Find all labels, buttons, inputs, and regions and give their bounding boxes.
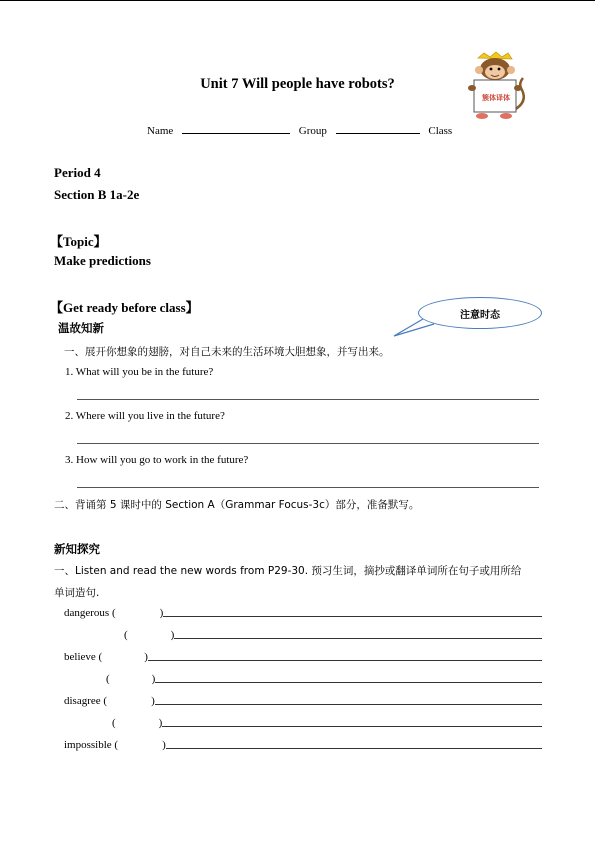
get-ready-heading: 【Get ready before class】 [50,300,199,315]
sentence-line[interactable] [163,615,542,617]
group-label: Group [298,125,327,137]
new-knowledge-heading: 新知探究 [54,542,100,556]
name-label: Name [147,125,174,137]
question-2: 2. Where will you live in the future? [65,410,225,422]
sentence-line[interactable] [162,725,542,727]
answer-line-2[interactable] [77,443,539,444]
worksheet-title: Unit 7 Will people have robots? [200,76,395,92]
word-label: disagree ( [64,695,108,707]
period-label: Period 4 [54,165,101,180]
word-row [64,651,542,663]
word-row [124,629,542,641]
word-row [112,717,542,729]
word-label: dangerous ( [64,607,116,619]
review-heading: 温故知新 [58,321,104,335]
word-paren-close: ) [151,695,155,707]
sentence-line[interactable] [155,681,542,683]
top-border-rule [0,0,595,1]
word-paren-close: ) [170,629,175,641]
topic-heading: 【Topic】 [50,234,107,249]
sentence-line[interactable] [148,659,542,661]
sentence-line[interactable] [174,637,542,639]
task-two-instruction: 二、背诵第 5 课时中的 Section A（Grammar Focus-3c）部分，准备默写。 [54,499,420,511]
word-label: believe ( [64,651,103,663]
class-label: Class [428,125,453,137]
word-paren-close: ) [162,739,166,751]
word-row [64,607,542,619]
word-row [64,695,542,707]
sentence-line[interactable] [155,703,542,705]
word-label: impossible ( [64,739,119,751]
answer-line-3[interactable] [77,487,539,488]
new-words-instruction-line2: 单词造句. [54,587,100,599]
word-label: ( [112,717,116,729]
student-info-line [147,123,452,137]
question-1: 1. What will you be in the future? [65,366,214,378]
new-words-instruction-line1: 一、Listen and read the new words from P29-30. 预习生词，摘抄或翻译单词所在句子或用所给 [54,565,522,577]
word-paren-close: ) [144,651,148,663]
word-row [106,673,542,685]
name-field[interactable] [182,123,290,134]
sentence-line[interactable] [166,747,542,749]
word-label: ( [106,673,110,685]
word-label: ( [124,629,128,641]
word-paren-close: ) [151,673,156,685]
mascot-sign-text: 簇体译体 [482,94,510,102]
question-3: 3. How will you go to work in the future? [65,454,249,466]
tense-callout-bubble: 注意时态 [418,297,542,329]
word-row [64,739,542,751]
group-field[interactable] [336,123,420,134]
answer-line-1[interactable] [77,399,539,400]
task-one-instruction: 一、展开你想象的翅膀，对自己未来的生活环境大胆想象，并写出来。 [64,346,390,358]
word-paren-close: ) [159,607,164,619]
section-label: Section B 1a-2e [54,187,140,202]
topic-text: Make predictions [54,253,151,268]
word-paren-close: ) [158,717,163,729]
